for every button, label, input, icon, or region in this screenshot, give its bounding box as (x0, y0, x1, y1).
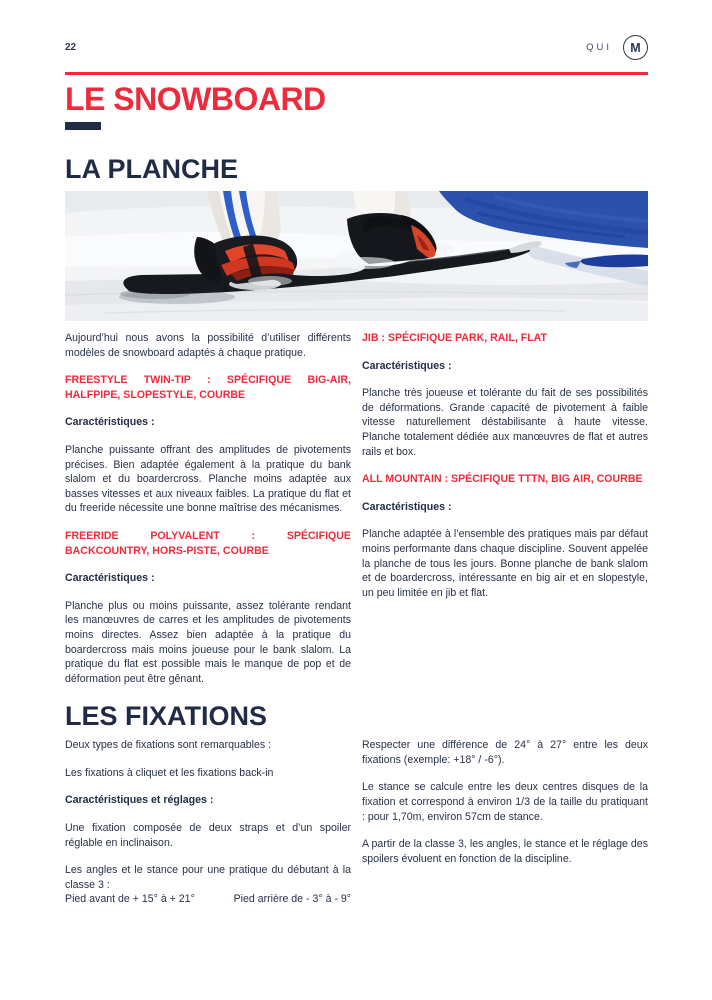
fixations-left-column (65, 738, 351, 907)
caracteristiques-label: Caractéristiques : (65, 416, 155, 429)
snowboard-photo-illustration (65, 191, 648, 321)
fixations-intro: Deux types de fixations sont remarquables : (65, 739, 272, 752)
snowboard-photo (65, 191, 648, 321)
la-planche-right-column (362, 331, 648, 699)
paragraph-freestyle: Planche puissante offrant des amplitudes de pivotements précises. Bien adaptée également à la pratique du bank slalom et du boardercross. Planche moins adaptée aux basses vitesses et aux niveaux faibles. La pratique du flat et du freeride nécessite une bonne maîtrise des mécanismes. (65, 443, 351, 515)
back-foot-angle: Pied arrière de - 3° à - 9° (233, 893, 351, 906)
paragraph-difference-angles: Respecter une différence de 24° à 27° entre les deux fixations (exemple: +18° / -6°). (362, 739, 648, 766)
la-planche-columns (65, 331, 648, 699)
page-header (65, 36, 648, 59)
caracteristiques-reglages-label: Caractéristiques et réglages : (65, 794, 214, 807)
page-title: LE SNOWBOARD (65, 81, 326, 117)
heading-freestyle-twin-tip: FREESTYLE TWIN-TIP : SPÉCIFIQUE BIG-AIR, HALFPIPE, SLOPESTYLE, COURBE (65, 374, 351, 401)
brand-logo-icon (623, 35, 648, 60)
caracteristiques-label: Caractéristiques : (362, 500, 452, 513)
title-rule (65, 72, 648, 75)
brand-logo-letter: M (630, 40, 641, 55)
feet-angles-row (65, 892, 351, 907)
intro-paragraph: Aujourd’hui nous avons la possibilité d’utiliser différents modèles de snowboard adaptés à chaque pratique. (65, 332, 351, 359)
title-accent-bar (65, 122, 101, 130)
paragraph-angles-stance: Les angles et le stance pour une pratique du débutant à la classe 3 : (65, 864, 351, 891)
front-foot-angle: Pied avant de + 15° à + 21° (65, 893, 195, 906)
page-number: 22 (65, 42, 77, 53)
caracteristiques-label: Caractéristiques : (362, 359, 452, 372)
section-les-fixations (65, 703, 648, 907)
la-planche-heading: LA PLANCHE (65, 154, 238, 184)
paragraph-all-mountain: Planche adaptée à l’ensemble des pratiques mais par défaut moins performante dans chaque discipline. Souvent appelée la planche de tous les jours. Bonne planche de bank slalom et de boardercross, intéressante en big air et en slopestyle, un peu limitée en jib et flat. (362, 528, 648, 599)
la-planche-left-column (65, 331, 351, 699)
fixations-types: Les fixations à cliquet et les fixations back-in (65, 766, 274, 779)
caracteristiques-label: Caractéristiques : (65, 572, 155, 585)
heading-freeride-polyvalent: FREERIDE POLYVALENT : SPÉCIFIQUE BACKCOUNTRY, HORS-PISTE, COURBE (65, 529, 351, 557)
brand-text: QUI (586, 42, 612, 53)
paragraph-stance-calc: Le stance se calcule entre les deux centres disques de la fixation et correspond à environ 1/3 de la taille du pratiquant : pour 1,70m, environ 57cm de stance. (362, 781, 648, 823)
fixations-right-column (362, 738, 648, 907)
brand-mark (586, 35, 648, 60)
paragraph-jib: Planche très joueuse et tolérante du fait de ses possibilités de déformations. Grande capacité de pivotement à faible vitesse naturellement déstabilisante à haute vitesse. Planche totalement dédiée aux manœuvres de flat et autres rails et box. (362, 387, 648, 458)
paragraph-freeride: Planche plus ou moins puissante, assez tolérante rendant les manœuvres de carres et les amplitudes de pivotements moins directes. Assez bien adaptée à la pratique du boardercross mais moins joueuse pour le bank slalom. La pratique du flat est possible mais le manque de pop et de déformation peut être gênant. (65, 599, 351, 685)
heading-all-mountain: ALL MOUNTAIN : SPÉCIFIQUE TTTN, BIG AIR, COURBE (362, 473, 643, 486)
les-fixations-heading: LES FIXATIONS (65, 701, 268, 732)
paragraph-fixation-straps: Une fixation composée de deux straps et d’un spoiler réglable en inclinaison. (65, 822, 351, 849)
heading-jib: JIB : SPÉCIFIQUE PARK, RAIL, FLAT (362, 332, 548, 344)
fixations-columns (65, 738, 648, 907)
section-la-planche (65, 156, 648, 699)
paragraph-classe3-evolution: A partir de la classe 3, les angles, le stance et le réglage des spoilers évoluent en fonction de la discipline. (362, 838, 648, 865)
